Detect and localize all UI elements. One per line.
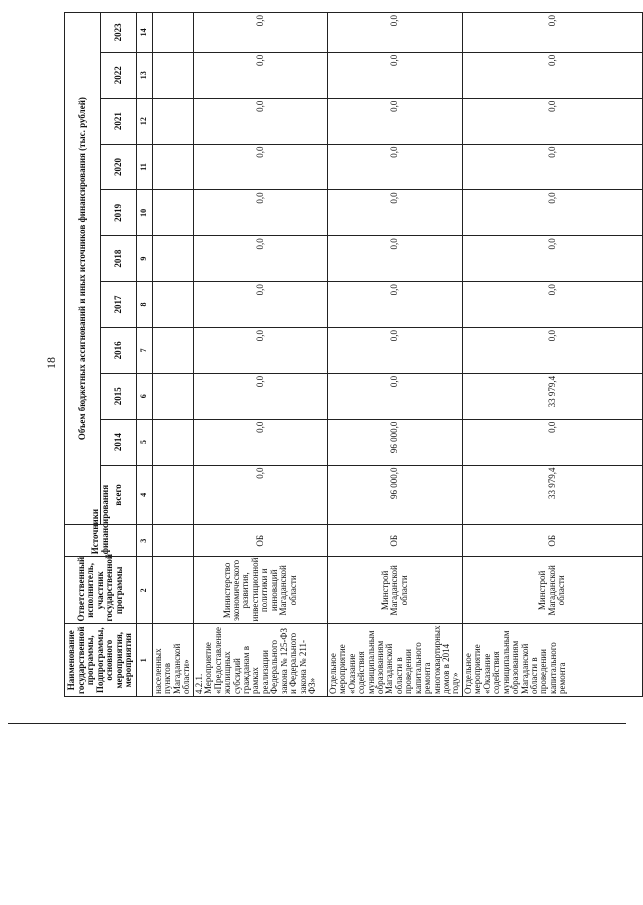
row-value: 0,0 bbox=[327, 98, 462, 144]
header-year: 2017 bbox=[101, 282, 137, 328]
row-value: 0,0 bbox=[327, 327, 462, 373]
row-value: 0,0 bbox=[462, 190, 642, 236]
header-year: 2015 bbox=[101, 373, 137, 419]
row-value: 0,0 bbox=[327, 13, 462, 53]
row-total: 96 000,0 bbox=[327, 465, 462, 525]
header-year: 2021 bbox=[101, 98, 137, 144]
header-year: 2016 bbox=[101, 327, 137, 373]
row-value: 0,0 bbox=[193, 236, 327, 282]
column-number: 12 bbox=[137, 98, 153, 144]
row-source: ОБ bbox=[193, 525, 327, 557]
header-executor: Ответственный исполнитель, участник государственной программы bbox=[65, 557, 137, 624]
row-value bbox=[153, 419, 194, 465]
row-value: 0,0 bbox=[462, 236, 642, 282]
row-value bbox=[153, 373, 194, 419]
header-year: 2019 bbox=[101, 190, 137, 236]
row-value: 0,0 bbox=[462, 282, 642, 328]
row-value bbox=[153, 327, 194, 373]
row-name: населенных пунктов Магаданской области» bbox=[153, 624, 194, 697]
table-row bbox=[462, 13, 642, 697]
column-number: 3 bbox=[137, 525, 153, 557]
page-number: 18 bbox=[44, 357, 58, 369]
row-name: Отдельное мероприятие «Оказание содействия муниципальным образованиям Магаданской области в проведении капитального ремонта bbox=[462, 624, 642, 697]
row-value: 0,0 bbox=[327, 52, 462, 98]
row-value: 0,0 bbox=[462, 144, 642, 190]
row-value bbox=[153, 236, 194, 282]
row-source bbox=[153, 525, 194, 557]
row-total bbox=[153, 465, 194, 525]
row-source: ОБ bbox=[327, 525, 462, 557]
column-number: 2 bbox=[137, 557, 153, 624]
column-number: 13 bbox=[137, 52, 153, 98]
header-year: 2020 bbox=[101, 144, 137, 190]
row-value: 96 000,0 bbox=[327, 419, 462, 465]
header-year: 2014 bbox=[101, 419, 137, 465]
row-value: 0,0 bbox=[462, 419, 642, 465]
row-total: 33 979,4 bbox=[462, 465, 642, 525]
table-row bbox=[153, 13, 194, 697]
row-value bbox=[153, 98, 194, 144]
row-executor: Минстрой Магаданской области bbox=[327, 557, 462, 624]
column-number: 5 bbox=[137, 419, 153, 465]
row-value: 0,0 bbox=[193, 144, 327, 190]
financing-table-container bbox=[64, 12, 622, 697]
column-number: 7 bbox=[137, 327, 153, 373]
row-executor: Министерство экономического развития, инвестиционной политики и инноваций Магаданской области bbox=[193, 557, 327, 624]
row-value: 0,0 bbox=[193, 52, 327, 98]
row-total: 0,0 bbox=[193, 465, 327, 525]
column-number: 14 bbox=[137, 13, 153, 53]
column-number: 8 bbox=[137, 282, 153, 328]
row-value: 0,0 bbox=[193, 373, 327, 419]
row-value bbox=[153, 52, 194, 98]
column-number: 6 bbox=[137, 373, 153, 419]
table-row bbox=[193, 13, 327, 697]
header-source: Источники финансирования bbox=[65, 525, 137, 557]
table-row bbox=[327, 13, 462, 697]
row-value: 0,0 bbox=[462, 13, 642, 53]
column-number: 10 bbox=[137, 190, 153, 236]
column-number-row bbox=[137, 13, 153, 697]
row-value bbox=[153, 144, 194, 190]
column-number: 9 bbox=[137, 236, 153, 282]
column-number: 11 bbox=[137, 144, 153, 190]
header-year: 2018 bbox=[101, 236, 137, 282]
column-number: 1 bbox=[137, 624, 153, 697]
header-year: 2023 bbox=[101, 13, 137, 53]
row-value: 0,0 bbox=[193, 98, 327, 144]
header-name: Наименование государственной программы, Подпрограммы, основного мероприятия, мероприятия bbox=[65, 624, 137, 697]
row-value: 0,0 bbox=[193, 282, 327, 328]
row-value: 0,0 bbox=[462, 327, 642, 373]
header-total: всего bbox=[101, 465, 137, 525]
row-value: 0,0 bbox=[193, 13, 327, 53]
row-value: 0,0 bbox=[327, 282, 462, 328]
row-name: 4.2.1. Мероприятие «Предоставление жилищных субсидий гражданам в рамках реализации Федерального закона № 125-ФЗ и Федерального закона № 211-ФЗ» bbox=[193, 624, 327, 697]
rotated-table bbox=[64, 12, 622, 697]
row-executor bbox=[153, 557, 194, 624]
row-value: 0,0 bbox=[327, 190, 462, 236]
row-value: 0,0 bbox=[193, 327, 327, 373]
row-value: 0,0 bbox=[327, 373, 462, 419]
row-value: 0,0 bbox=[193, 419, 327, 465]
row-value: 0,0 bbox=[193, 190, 327, 236]
row-value bbox=[153, 190, 194, 236]
row-value: 33 979,4 bbox=[462, 373, 642, 419]
header-year: 2022 bbox=[101, 52, 137, 98]
horizontal-rule bbox=[8, 723, 626, 724]
row-value bbox=[153, 13, 194, 53]
row-executor: Минстрой Магаданской области bbox=[462, 557, 642, 624]
row-value: 0,0 bbox=[462, 52, 642, 98]
row-value: 0,0 bbox=[327, 236, 462, 282]
column-number: 4 bbox=[137, 465, 153, 525]
row-name: Отдельное мероприятие «Оказание содействия муниципальным образованиям Магаданской области в проведении капитального ремонта многоквартирных домов в 2014 году» bbox=[327, 624, 462, 697]
row-value bbox=[153, 282, 194, 328]
financing-table bbox=[64, 12, 643, 697]
header-row-1 bbox=[65, 13, 101, 697]
row-value: 0,0 bbox=[327, 144, 462, 190]
row-source: ОБ bbox=[462, 525, 642, 557]
header-volume: Объем бюджетных ассигнований и иных источников финансирования (тыс. рублей) bbox=[65, 13, 101, 525]
row-value: 0,0 bbox=[462, 98, 642, 144]
